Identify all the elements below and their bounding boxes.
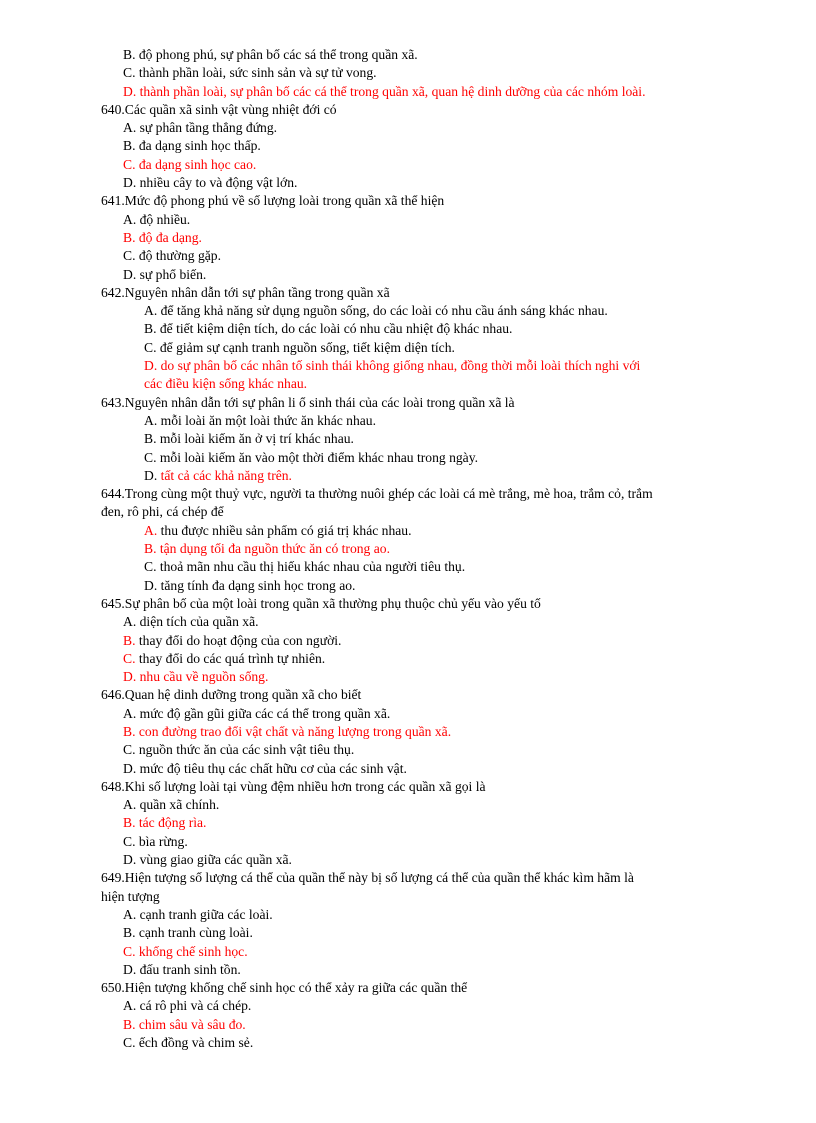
question-line <box>0 595 816 613</box>
answer-option-correct <box>0 943 816 961</box>
option-text: A. mỗi loài ăn một loài thức ăn khác nhau. <box>144 412 376 428</box>
option-text: B. con đường trao đổi vật chất và năng lượng trong quần xã. <box>123 723 452 739</box>
option-text: B. đa dạng sinh học thấp. <box>123 138 261 154</box>
option-text: B. tác động rìa. <box>123 815 207 831</box>
question-text: 642.Nguyên nhân dẫn tới sự phân tầng trong quần xã <box>101 284 390 300</box>
option-label: C. <box>123 650 136 666</box>
answer-option <box>0 211 816 229</box>
answer-option-correct <box>0 229 816 247</box>
question-text: đen, rô phi, cá chép để <box>101 504 224 520</box>
option-text: A. độ nhiều. <box>123 211 191 227</box>
question-line <box>0 284 816 302</box>
option-text: C. thoả mãn nhu cầu thị hiếu khác nhau của người tiêu thụ. <box>144 559 466 575</box>
option-text: các điều kiện sống khác nhau. <box>144 376 308 392</box>
answer-option <box>0 577 816 595</box>
option-text: B. độ đa dạng. <box>123 229 202 245</box>
question-line <box>0 394 816 412</box>
answer-option <box>0 705 816 723</box>
option-text: B. tận dụng tối đa nguồn thức ăn có trong ao. <box>144 541 390 557</box>
option-text: D. vùng giao giữa các quần xã. <box>123 852 292 868</box>
option-text: C. độ thường gặp. <box>123 248 222 264</box>
answer-option <box>0 741 816 759</box>
option-text: B. mỗi loài kiếm ăn ở vị trí khác nhau. <box>144 431 354 447</box>
answer-option-correct <box>0 540 816 558</box>
question-text: 641.Mức độ phong phú về số lượng loài trong quần xã thể hiện <box>101 193 445 209</box>
answer-option <box>0 1034 816 1052</box>
question-text: 644.Trong cùng một thuỷ vực, người ta thường nuôi ghép các loài cá mè trắng, mè hoa, trắm cỏ, trắm <box>101 486 653 502</box>
option-text: C. để giảm sự cạnh tranh nguồn sống, tiết kiệm diện tích. <box>144 339 455 355</box>
answer-option <box>0 137 816 155</box>
answer-option-correct <box>0 723 816 741</box>
question-text: 643.Nguyên nhân dẫn tới sự phân li ổ sinh thái của các loài trong quần xã là <box>101 394 515 410</box>
answer-option-correct <box>0 156 816 174</box>
option-text: A. cạnh tranh giữa các loài. <box>123 906 273 922</box>
answer-option <box>0 449 816 467</box>
answer-option <box>0 412 816 430</box>
option-text: D. nhu cầu về nguồn sống. <box>123 669 269 685</box>
answer-option <box>0 833 816 851</box>
question-text: 640.Các quần xã sinh vật vùng nhiệt đới có <box>101 101 337 117</box>
answer-option <box>0 906 816 924</box>
option-text: B. chim sâu và sâu đo. <box>123 1016 246 1032</box>
option-text: A. quần xã chính. <box>123 797 220 813</box>
question-text: 648.Khi số lượng loài tại vùng đệm nhiều hơn trong các quần xã gọi là <box>101 778 486 794</box>
answer-option-correct <box>0 814 816 832</box>
answer-option <box>0 632 816 650</box>
option-text: D. do sự phân bố các nhân tố sinh thái không giống nhau, đồng thời mỗi loài thích nghi với <box>144 358 641 374</box>
answer-option <box>0 430 816 448</box>
answer-option <box>0 119 816 137</box>
option-text: C. mỗi loài kiếm ăn vào một thời điểm khác nhau trong ngày. <box>144 449 479 465</box>
answer-option <box>0 266 816 284</box>
question-line <box>0 101 816 119</box>
question-text: 650.Hiện tượng khống chế sinh học có thể xảy ra giữa các quần thể <box>101 980 468 996</box>
answer-option <box>0 558 816 576</box>
question-line <box>0 869 816 887</box>
answer-option-correct <box>0 668 816 686</box>
answer-option-correct <box>0 357 816 375</box>
question-text: 645.Sự phân bố của một loài trong quần xã thường phụ thuộc chủ yếu vào yếu tố <box>101 595 541 611</box>
answer-option <box>0 961 816 979</box>
answer-option <box>0 613 816 631</box>
option-text: D. thành phần loài, sự phân bố các cá thể trong quần xã, quan hệ dinh dưỡng của các nhóm loài. <box>123 83 646 99</box>
document-page <box>0 46 816 1052</box>
option-text: thay đổi do các quá trình tự nhiên. <box>135 650 326 666</box>
question-line <box>0 686 816 704</box>
option-text: B. độ phong phú, sự phân bố các sá thể trong quần xã. <box>123 47 418 62</box>
answer-option <box>0 174 816 192</box>
option-text: A. để tăng khả năng sử dụng nguồn sống, do các loài có nhu cầu ánh sáng khác nhau. <box>144 303 608 319</box>
question-line <box>0 778 816 796</box>
option-text: D. sự phổ biến. <box>123 266 207 282</box>
option-text: A. sự phân tầng thẳng đứng. <box>123 120 278 136</box>
option-text: thu được nhiều sản phẩm có giá trị khác nhau. <box>157 522 412 538</box>
answer-option <box>0 851 816 869</box>
option-text: A. cá rô phi và cá chép. <box>123 998 252 1014</box>
question-line <box>0 485 816 503</box>
question-line <box>0 888 816 906</box>
answer-option-correct <box>0 1016 816 1034</box>
answer-option <box>0 650 816 668</box>
option-text: C. bìa rừng. <box>123 833 188 849</box>
answer-option <box>0 522 816 540</box>
option-text: D. tăng tính đa dạng sinh học trong ao. <box>144 577 356 593</box>
option-text: C. khống chế sinh học. <box>123 943 248 959</box>
answer-option <box>0 997 816 1015</box>
question-text: hiện tượng <box>101 888 160 904</box>
option-text: B. để tiết kiệm diện tích, do các loài có nhu cầu nhiệt độ khác nhau. <box>144 321 513 337</box>
answer-option <box>0 467 816 485</box>
question-line <box>0 192 816 210</box>
option-text: D. đấu tranh sinh tồn. <box>123 961 241 977</box>
answer-option <box>0 46 816 64</box>
option-text: thay đổi do hoạt động của con người. <box>135 632 342 648</box>
answer-option <box>0 796 816 814</box>
option-text: D. mức độ tiêu thụ các chất hữu cơ của các sinh vật. <box>123 760 407 776</box>
option-text: A. mức độ gần gũi giữa các cá thể trong quần xã. <box>123 705 391 721</box>
option-text: A. diện tích của quần xã. <box>123 614 259 630</box>
option-text: C. ếch đồng và chim sẻ. <box>123 1035 254 1051</box>
answer-option <box>0 760 816 778</box>
question-line <box>0 979 816 997</box>
answer-option-correct <box>0 375 816 393</box>
answer-option <box>0 339 816 357</box>
option-text: B. cạnh tranh cùng loài. <box>123 925 253 941</box>
option-text: D. nhiều cây to và động vật lớn. <box>123 175 298 191</box>
question-text: 646.Quan hệ dinh dưỡng trong quần xã cho biết <box>101 687 362 703</box>
question-text: 649.Hiện tượng số lượng cá thể của quần thể này bị số lượng cá thể của quần thể khác kìm hãm là <box>101 870 634 886</box>
answer-option <box>0 247 816 265</box>
answer-option-correct <box>0 83 816 101</box>
option-text: C. thành phần loài, sức sinh sản và sự tử vong. <box>123 65 377 81</box>
option-text: tất cả các khả năng trên. <box>160 467 292 483</box>
option-label: B. <box>123 632 136 648</box>
answer-option <box>0 320 816 338</box>
option-label: A. <box>144 522 158 538</box>
answer-option <box>0 302 816 320</box>
answer-option <box>0 64 816 82</box>
option-text: C. nguồn thức ăn của các sinh vật tiêu thụ. <box>123 742 355 758</box>
answer-option <box>0 924 816 942</box>
question-line <box>0 503 816 521</box>
option-label: D. <box>144 467 161 483</box>
option-text: C. đa dạng sinh học cao. <box>123 156 257 172</box>
